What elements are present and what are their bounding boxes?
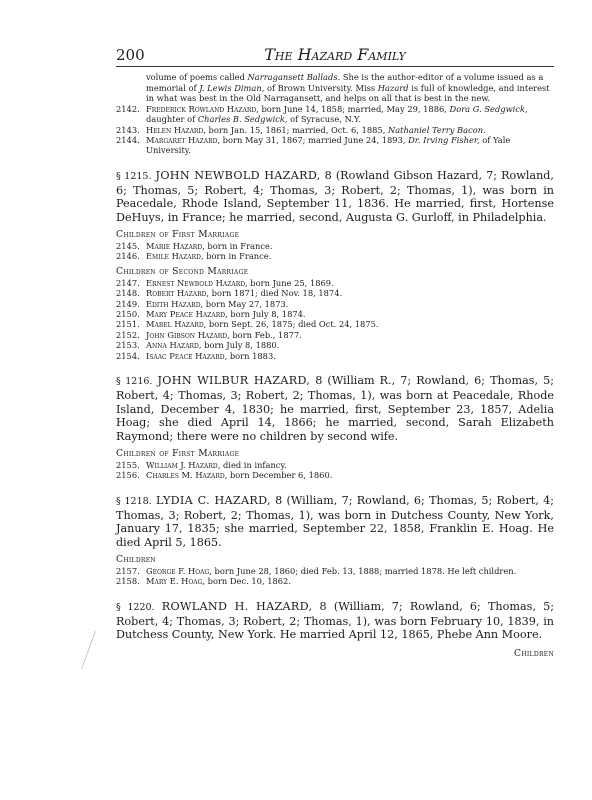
list-item: 2151. Mabel Hazard, born Sept. 26, 1875; died Oct. 24, 1875. xyxy=(116,319,379,330)
list-item: 2150. Mary Peace Hazard, born July 8, 1874. xyxy=(116,309,306,320)
list-item: 2154. Isaac Peace Hazard, born 1883. xyxy=(116,350,276,361)
children-list xyxy=(116,566,554,587)
entry-text: 8 (Rowland Gibson Hazard, 7; Rowland, 6; Thomas, 5; Robert, 4; Thomas, 3; Robert, 2; Thomas, 1), was born in Peacedale, Rhode Island, September 11, 1836. He married, first, Hortense DeHuys, in France; he married, second, Augusta G. Gurloff, in Philadelphia. xyxy=(116,168,554,225)
list-item: 2147. Ernest Newbold Hazard, born June 25, 1869. xyxy=(116,277,334,288)
list-item: 2153. Anna Hazard, born July 8, 1880. xyxy=(116,340,280,351)
list-item: 2142. Frederick Rowland Hazard, born June 14, 1858; married, May 29, 1886, Dora G. Sedgwick, daughter of Charles B. Sedgwick, of Syracuse, N.Y. xyxy=(116,103,528,125)
entry-1215 xyxy=(116,169,554,225)
intro-paragraph: volume of poems called Narragansett Ballads. She is the author-editor of a volume issued as a memorial of J. Lewis Diman, of Brown University. Miss Hazard is full of knowledge, and interest in what was best in the Old Narragansett, and helps on all that is best in the new. xyxy=(146,72,550,104)
children-list xyxy=(116,460,554,481)
list-item: 2149. Edith Hazard, born May 27, 1873. xyxy=(116,298,289,309)
page-content xyxy=(116,72,554,659)
entry-text: 8 (William R., 7; Rowland, 6; Thomas, 5; Robert, 4; Thomas, 3; Robert, 2; Thomas, 1), was born at Peacedale, Rhode Island, December 4, 1830; he married, first, September 23, 1857, Adelia Hoag; she died April 14, 1866; he married, second, Sarah Elizabeth Raymond; there were no children by second wife. xyxy=(116,374,554,444)
children-list xyxy=(116,241,554,262)
subheading: Children of First Marriage xyxy=(116,229,240,240)
entry-text: 8 (William, 7; Rowland, 6; Thomas, 5; Robert, 4; Thomas, 3; Robert, 2; Thomas, 1), was born February 10, 1839, in Dutchess County, New York. He married April 12, 1865, Phebe Ann Moore. xyxy=(116,599,554,642)
list-item: 2158. Mary E. Hoag, born Dec. 10, 1862. xyxy=(116,576,291,587)
intro-children-list xyxy=(116,104,554,156)
entry-1218 xyxy=(116,494,554,550)
list-item: 2156. Charles M. Hazard, born December 6, 1860. xyxy=(116,470,333,481)
list-item: 2146. Emile Hazard, born in France. xyxy=(116,251,272,262)
section-number: § 1216. xyxy=(116,376,153,388)
list-item: 2155. William J. Hazard, died in infancy. xyxy=(116,460,287,471)
catchword: Children xyxy=(514,648,554,660)
entry-name: ROWLAND H. HAZARD, xyxy=(161,599,313,613)
list-item: 2145. Marie Hazard, born in France. xyxy=(116,241,273,251)
entry-1216 xyxy=(116,374,554,444)
entry-1220 xyxy=(116,600,554,642)
list-item: 2148. Robert Hazard, born 1871; died Nov. 18, 1874. xyxy=(116,288,343,299)
page-number: 200 xyxy=(116,46,145,64)
entry-text: 8 (William, 7; Rowland, 6; Thomas, 5; Robert, 4; Thomas, 3; Robert, 2; Thomas, 1), was born in Dutchess County, New York, January 17, 1835; she married, September 22, 1858, Franklin E. Hoag. He died April 5, 1865. xyxy=(116,493,555,550)
list-item: 2144. Margaret Hazard, born May 31, 1867; married June 24, 1893, Dr. Irving Fisher, of Yale University. xyxy=(116,135,511,156)
section-number: § 1218. xyxy=(116,495,152,507)
children-list xyxy=(116,278,554,361)
list-item: 2157. George F. Hoag, born June 28, 1860; died Feb. 13, 1888; married 1878. He left children. xyxy=(116,566,517,577)
entry-name: LYDIA C. HAZARD, xyxy=(155,493,271,507)
section-number: § 1220. xyxy=(116,601,155,613)
subheading: Children of Second Marriage xyxy=(116,265,249,277)
list-item: 2152. John Gibson Hazard, born Feb., 1877. xyxy=(116,329,302,340)
subheading: Children of First Marriage xyxy=(116,448,240,460)
list-item: 2143. Helen Hazard, born Jan. 15, 1861; married, Oct. 6, 1885, Nathaniel Terry Bacon. xyxy=(116,124,486,135)
page-header xyxy=(116,44,554,67)
paper-crease-mark xyxy=(81,631,96,669)
section-number: § 1215. xyxy=(116,170,152,182)
entry-name: JOHN WILBUR HAZARD, xyxy=(157,374,311,388)
subheading: Children xyxy=(116,554,156,566)
running-head: The Hazard Family xyxy=(264,45,406,64)
entry-name: JOHN NEWBOLD HAZARD, xyxy=(155,168,321,182)
